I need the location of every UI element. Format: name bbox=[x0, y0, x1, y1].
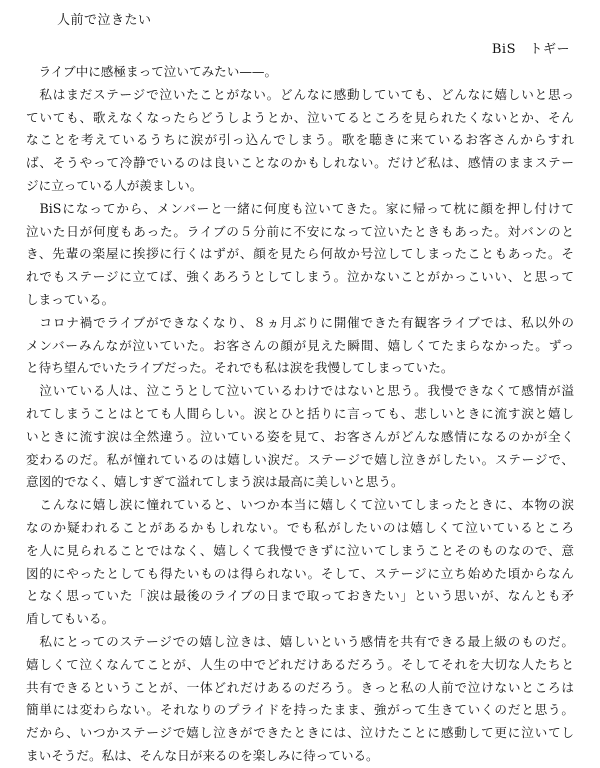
text-line: コロナ禍でライブができなくなり、８ヵ月ぶりに開催できた有観客ライブでは、私以外の bbox=[26, 314, 574, 330]
text-line: と待ち望んでいたライブだった。それでも私は涙を我慢してしまっていた。 bbox=[26, 360, 454, 376]
text-line: 共有できるということが、一体どれだけあるのだろう。きっと私の人前で泣けないところは bbox=[26, 679, 574, 695]
text-line: なのか疑われることがあるかもしれない。でも私がしたいのは嬉しくて泣いているところ bbox=[26, 519, 574, 535]
paragraph bbox=[26, 312, 574, 380]
text-line: 泣いている人は、泣こうとして泣いているわけではないと思う。我慢できなくて感情が溢 bbox=[26, 383, 574, 399]
text-line: 泣いた日が何度もあった。ライブの５分前に不安になって泣いたときもあった。対バンのと bbox=[26, 223, 574, 239]
text-line: き、先輩の楽屋に挨拶に行くはずが、顔を見たら何故か号泣してしまったこともあった。そ bbox=[26, 246, 574, 262]
text-line: ジに立っている人が羨ましい。 bbox=[26, 177, 203, 193]
text-line: 図的にやったとしても得たいものは得られない。そして、ステージに立ち始めた頃からなん bbox=[26, 565, 574, 581]
text-line: まいそうだ。私は、そんな日が来るのを楽しみに待っている。 bbox=[26, 747, 379, 763]
text-line: 意図的でなく、嬉しすぎて溢れてしまう涙は最高に美しいと思う。 bbox=[26, 474, 404, 490]
text-line: しまっている。 bbox=[26, 291, 115, 307]
paragraph bbox=[26, 84, 574, 198]
text-line: 私にとってのステージでの嬉し泣きは、嬉しいという感情を共有できる最上級のものだ。 bbox=[26, 633, 574, 649]
author-byline: BiS トギー bbox=[491, 42, 570, 57]
text-line: を人に見られることではなく、嬉しくて我慢できずに泣いてしまうことそのものなので、意 bbox=[26, 542, 574, 558]
text-line: 私はまだステージで泣いたことがない。どんなに感動していても、どんなに嬉しいと思っ bbox=[26, 86, 574, 102]
text-line: ていても、歌えなくなったらどうしようとか、泣いてるところを見られたくないとか、そん bbox=[26, 109, 574, 125]
text-line: 盾してもいる。 bbox=[26, 611, 115, 627]
text-line: ば、そうやって冷静でいるのは良いことなのかもしれない。だけど私は、感情のままステー bbox=[26, 155, 574, 171]
paragraph bbox=[26, 198, 574, 312]
essay-body bbox=[26, 61, 574, 768]
paragraph bbox=[26, 494, 574, 631]
text-line: BiSになってから、メンバーと一緒に何度も泣いてきた。家に帰って枕に顔を押し付けて bbox=[26, 200, 574, 216]
text-line: なことを考えているうちに涙が引っ込んでしまう。歌を聴きに来ているお客さんからすれ bbox=[26, 132, 574, 148]
text-line: こんなに嬉し涙に憧れていると、いつか本当に嬉しくて泣いてしまったときに、本物の涙 bbox=[26, 497, 574, 513]
paragraph bbox=[26, 380, 574, 494]
text-line: メンバーみんなが泣いていた。お客さんの顔が見えた瞬間、嬉しくてたまらなかった。ずっ bbox=[26, 337, 574, 353]
text-line: れでもステージに立てば、強くあろうとしてしまう。泣かないことがかっこいい、と思って bbox=[26, 269, 574, 285]
paragraph bbox=[26, 631, 574, 768]
text-line: いときに流す涙は全然違う。泣いている姿を見て、お客さんがどんな感情になるのかが全く bbox=[26, 428, 574, 444]
essay-title: 人前で泣きたい bbox=[57, 13, 152, 28]
text-line: となく思っていた「涙は最後のライブの日まで取っておきたい」という思いが、なんとも矛 bbox=[26, 588, 574, 604]
paragraph bbox=[26, 61, 574, 84]
text-line: だから、いつかステージで嬉し泣きができたときには、泣けたことに感動して更に泣いてし bbox=[26, 725, 574, 741]
text-line: れてしまうことはとても人間らしい。涙とひと括りに言っても、悲しいときに流す涙と嬉し bbox=[26, 405, 574, 421]
text-line: 簡単には変わらない。それなりのプライドを持ったまま、強がって生きていくのだと思う。 bbox=[26, 702, 574, 718]
text-line: 嬉しくて泣くなんてことが、人生の中でどれだけあるだろう。そしてそれを大切な人たちと bbox=[26, 656, 574, 672]
text-line: ライブ中に感極まって泣いてみたい——。 bbox=[26, 64, 278, 79]
text-line: 変わるのだ。私が憧れているのは嬉しい涙だ。ステージで嬉し泣きがしたい。ステージで、 bbox=[26, 451, 574, 467]
